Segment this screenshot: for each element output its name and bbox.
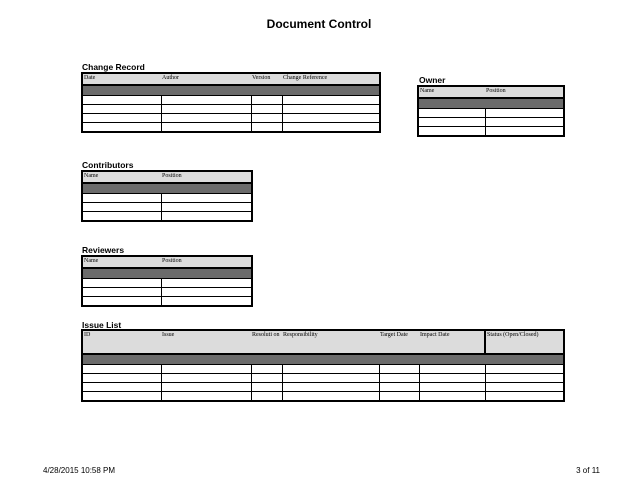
- table-row[interactable]: [82, 212, 252, 222]
- column-header-responsibility: Responsibility: [282, 330, 379, 354]
- table-row[interactable]: [82, 194, 252, 203]
- table-row[interactable]: [82, 374, 564, 383]
- column-header-target-date: Target Date: [379, 330, 419, 354]
- table-row[interactable]: [82, 123, 380, 133]
- column-header-issue: Issue: [161, 330, 251, 354]
- owner-title: Owner: [419, 75, 446, 85]
- column-header-author: Author: [161, 73, 251, 85]
- column-header-name: Name: [82, 256, 161, 268]
- column-header-impact-date: Impact Date: [419, 330, 485, 354]
- table-row[interactable]: [82, 279, 252, 288]
- page-title: Document Control: [266, 17, 372, 31]
- column-header-date: Date: [82, 73, 161, 85]
- change-record-title: Change Record: [82, 62, 145, 72]
- reviewers-title: Reviewers: [82, 245, 125, 255]
- contributors-title: Contributors: [82, 160, 134, 170]
- issue-list-table: [81, 329, 565, 402]
- table-row[interactable]: [82, 105, 380, 114]
- column-header-status: Status (Open/Closed): [485, 330, 564, 354]
- column-header-position: Position: [161, 171, 252, 183]
- table-row[interactable]: [82, 288, 252, 297]
- table-row[interactable]: [82, 297, 252, 307]
- column-header-version: Version: [251, 73, 282, 85]
- table-row[interactable]: [82, 392, 564, 402]
- column-header-name: Name: [418, 86, 485, 98]
- issue-list-title: Issue List: [82, 320, 122, 330]
- table-row[interactable]: [82, 203, 252, 212]
- table-row[interactable]: [82, 365, 564, 374]
- table-row[interactable]: [418, 118, 564, 127]
- table-row[interactable]: [82, 114, 380, 123]
- column-header-name: Name: [82, 171, 161, 183]
- column-header-change-reference: Change Reference: [282, 73, 380, 85]
- table-row[interactable]: [82, 96, 380, 105]
- column-header-id: ID: [82, 330, 161, 354]
- change-record-table: [81, 72, 381, 133]
- table-row[interactable]: [82, 383, 564, 392]
- column-header-position: Position: [485, 86, 564, 98]
- table-row[interactable]: [418, 127, 564, 137]
- column-header-position: Position: [161, 256, 252, 268]
- table-row[interactable]: [418, 109, 564, 118]
- reviewers-table: [81, 255, 253, 307]
- owner-table: [417, 85, 565, 137]
- footer-page-number: 3 of 11: [576, 466, 600, 475]
- contributors-table: [81, 170, 253, 222]
- footer-timestamp: 4/28/2015 10:58 PM: [43, 466, 116, 475]
- column-header-resolution: Resoluti on: [251, 330, 282, 354]
